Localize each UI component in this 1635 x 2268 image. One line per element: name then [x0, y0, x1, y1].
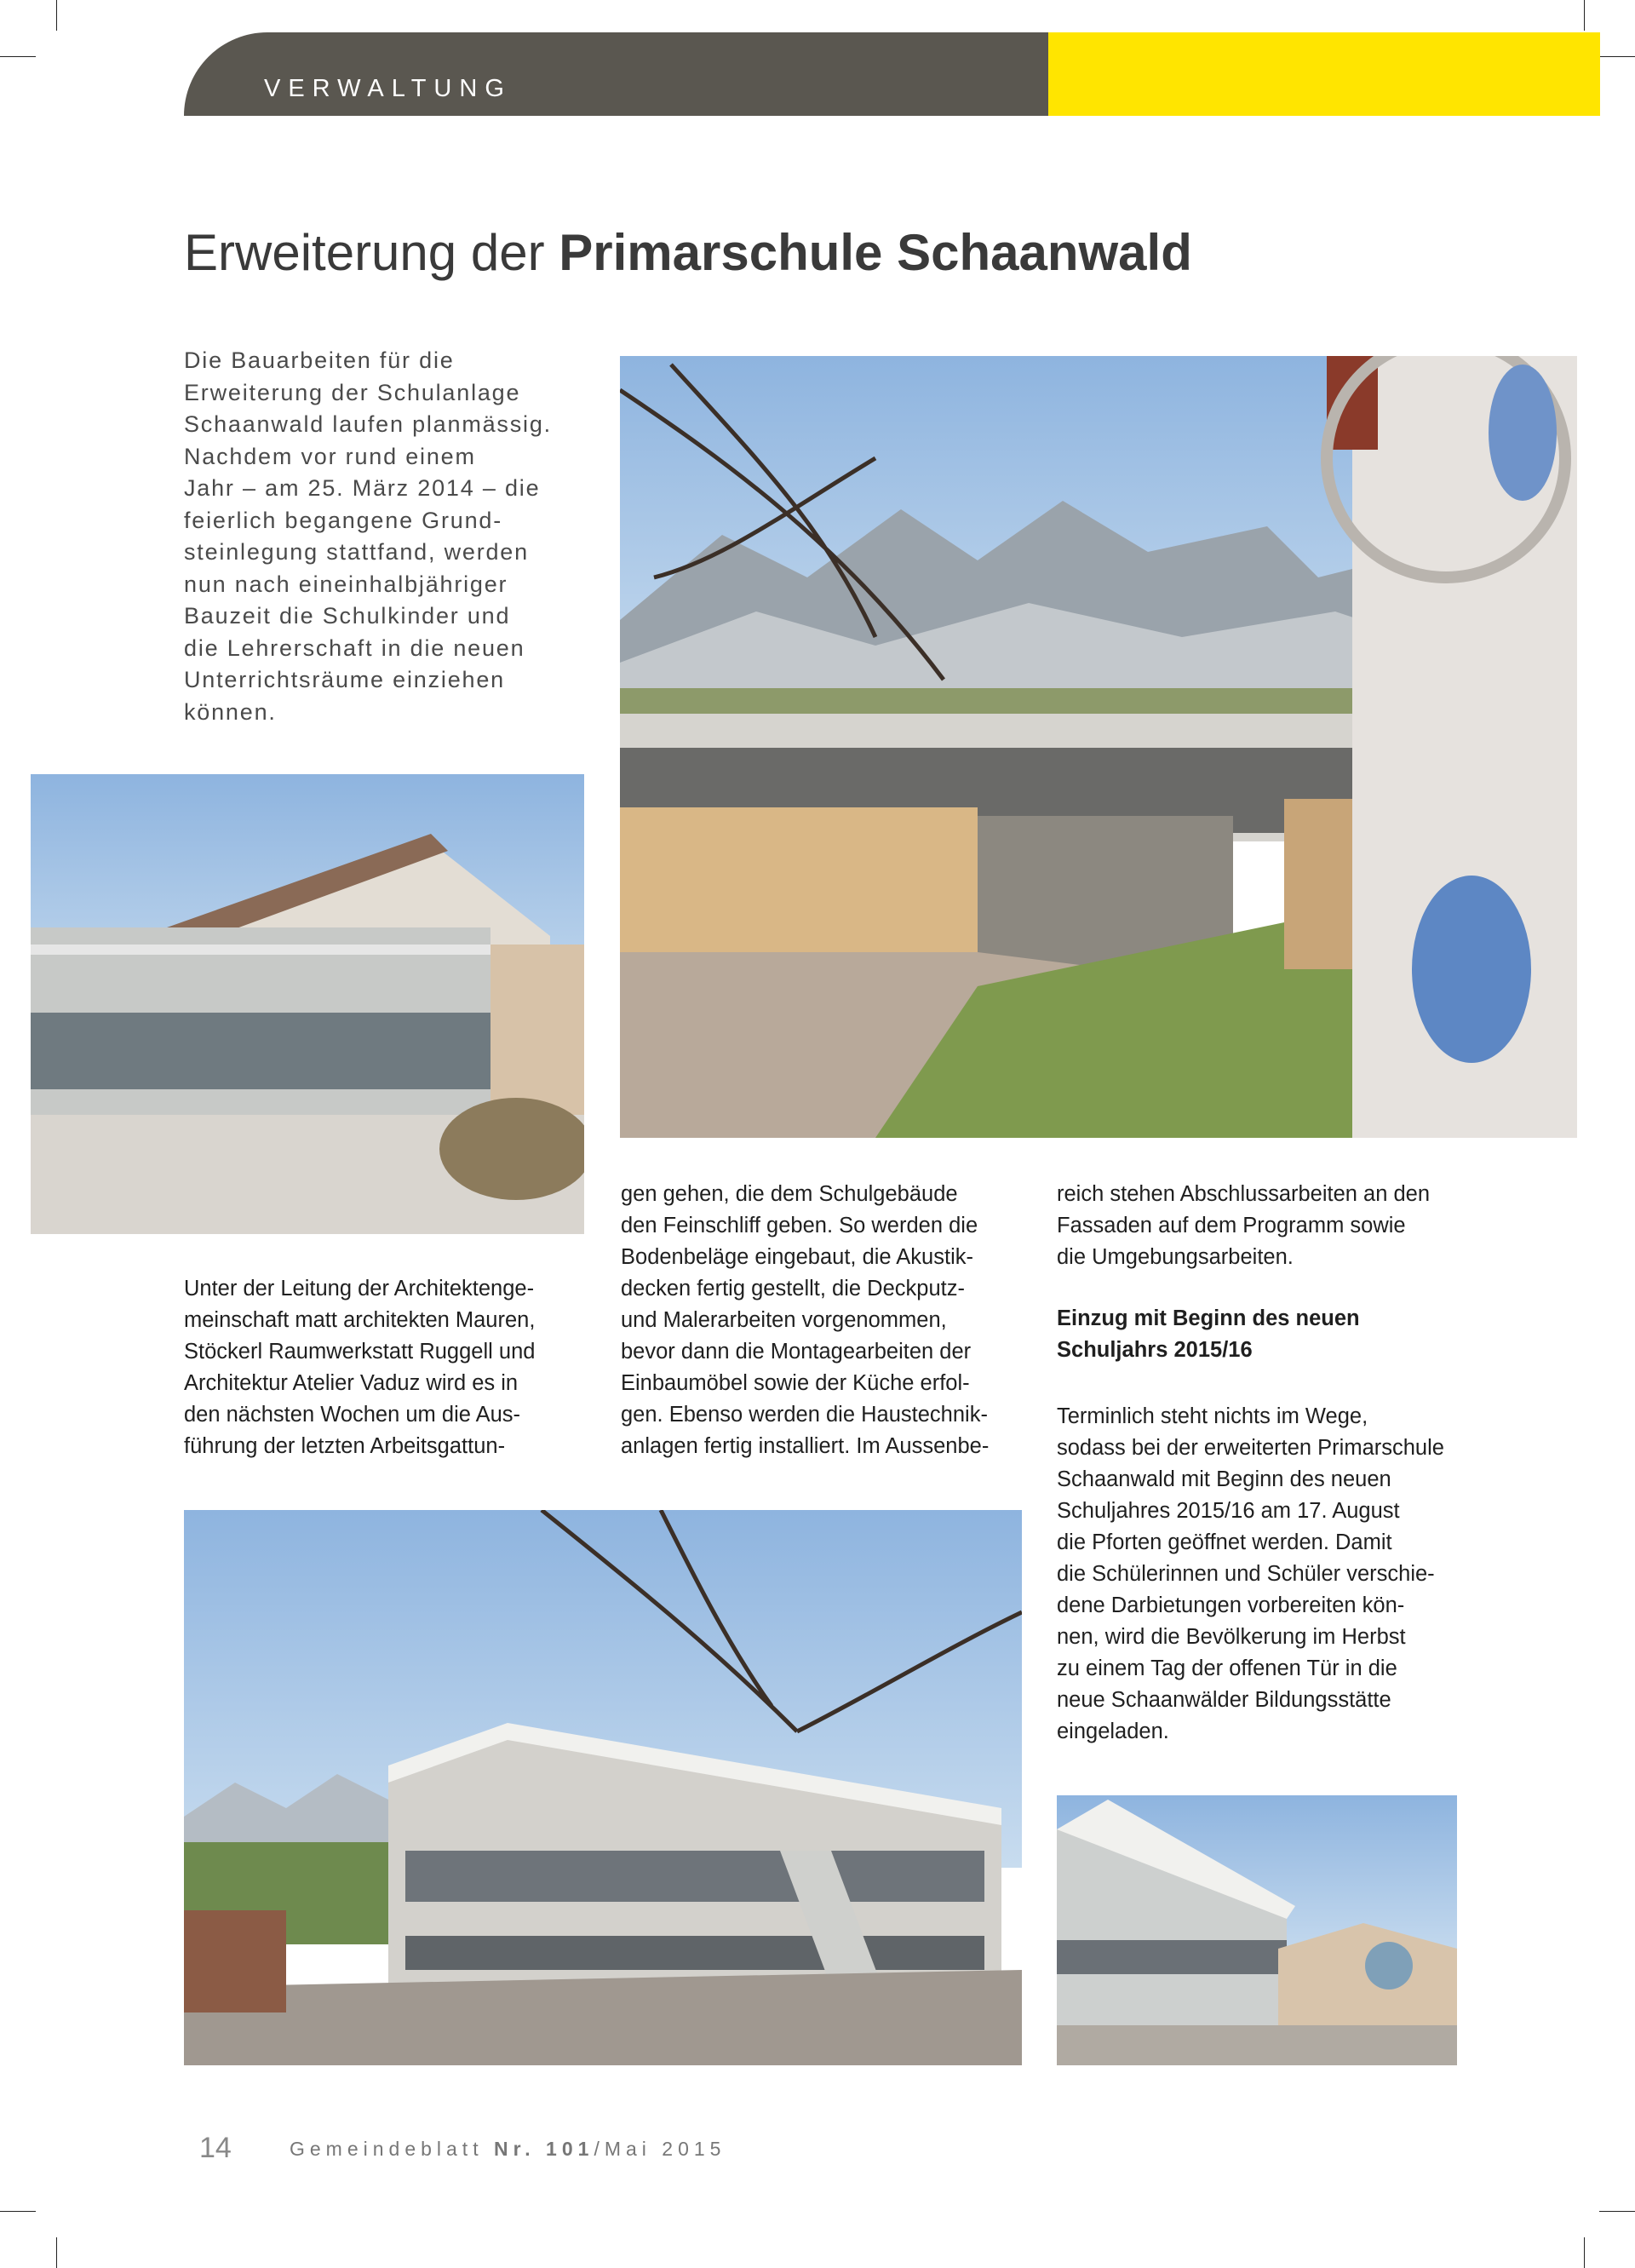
crop-mark: [56, 2237, 57, 2268]
crop-mark: [56, 0, 57, 31]
body-column-3-bottom: Terminlich steht nichts im Wege, sodass bei der erweiterten Primarschule Schaanwald mit Beginn des neuen Schuljahres 2015/16 am 17. August die Pforten geöffnet werden. Damit die Schülerinnen und Schüler verschie- dene Darbietungen vorbereiten kön- nen, wird die Bevölkerung im Herbst zu einem Tag der offenen Tür in die neue Schaanwälder Bildungsstätte eingeladen.: [1057, 1404, 1444, 1743]
crop-mark: [1584, 0, 1585, 31]
section-label: VERWALTUNG: [264, 75, 512, 102]
crop-mark: [1599, 56, 1635, 57]
photo-building-left: [31, 774, 584, 1234]
title-bold: Primarschule Schaanwald: [559, 224, 1192, 281]
crop-mark: [1599, 2211, 1635, 2212]
crop-mark: [0, 56, 36, 57]
photo-courtyard: [620, 356, 1577, 1138]
footer-date: /Mai 2015: [594, 2138, 726, 2160]
section-band: [184, 32, 1048, 116]
footer-issue: Nr. 101: [493, 2138, 594, 2160]
footer-publication: [290, 2138, 726, 2161]
body-column-3-top: reich stehen Abschlussarbeiten an den Fassaden auf dem Programm sowie die Umgebungsarbeiten.: [1057, 1182, 1431, 1269]
body-column-1: Unter der Leitung der Architektenge- meinschaft matt architekten Mauren, Stöckerl Raumwerkstatt Ruggell und Architektur Atelier Vaduz wird es in den nächsten Wochen um die Aus- führung der letzten Arbeitsgattun-: [184, 1277, 536, 1458]
body-column-2: gen gehen, die dem Schulgebäude den Feinschliff geben. So werden die Bodenbeläge eingebaut, die Akustik- decken fertig gestellt, die Deckputz- und Malerarbeiten vorgenommen, bevor dann die Montagearbeiten der Einbaumöbel sowie der Küche erfol- gen. Ebenso werden die Haustechnik- anlagen fertig installiert. Im Aussenbe-: [621, 1182, 990, 1458]
intro-paragraph: Die Bauarbeiten für die Erweiterung der Schulanlage Schaanwald laufen planmässig. Nachdem vor rund einem Jahr – am 25. März 2014 – die feierlich begangene Grund- steinlegung stattfand, werden nun nach eineinhalbjähriger Bauzeit die Schulkinder und die Lehrerschaft in die neuen Unterrichtsräume einziehen können.: [184, 347, 552, 725]
subheading: Einzug mit Beginn des neuen Schuljahrs 2015/16: [1057, 1306, 1360, 1362]
footer-publication-name: Gemeindeblatt: [290, 2138, 494, 2160]
photo-building-side: [1057, 1795, 1457, 2065]
crop-mark: [1584, 2237, 1585, 2268]
article-title: [184, 223, 1192, 282]
section-accent: [1048, 32, 1600, 116]
page-number: 14: [199, 2132, 232, 2164]
title-light: Erweiterung der: [184, 224, 559, 281]
crop-mark: [0, 2211, 36, 2212]
photo-building-exterior: [184, 1510, 1022, 2065]
